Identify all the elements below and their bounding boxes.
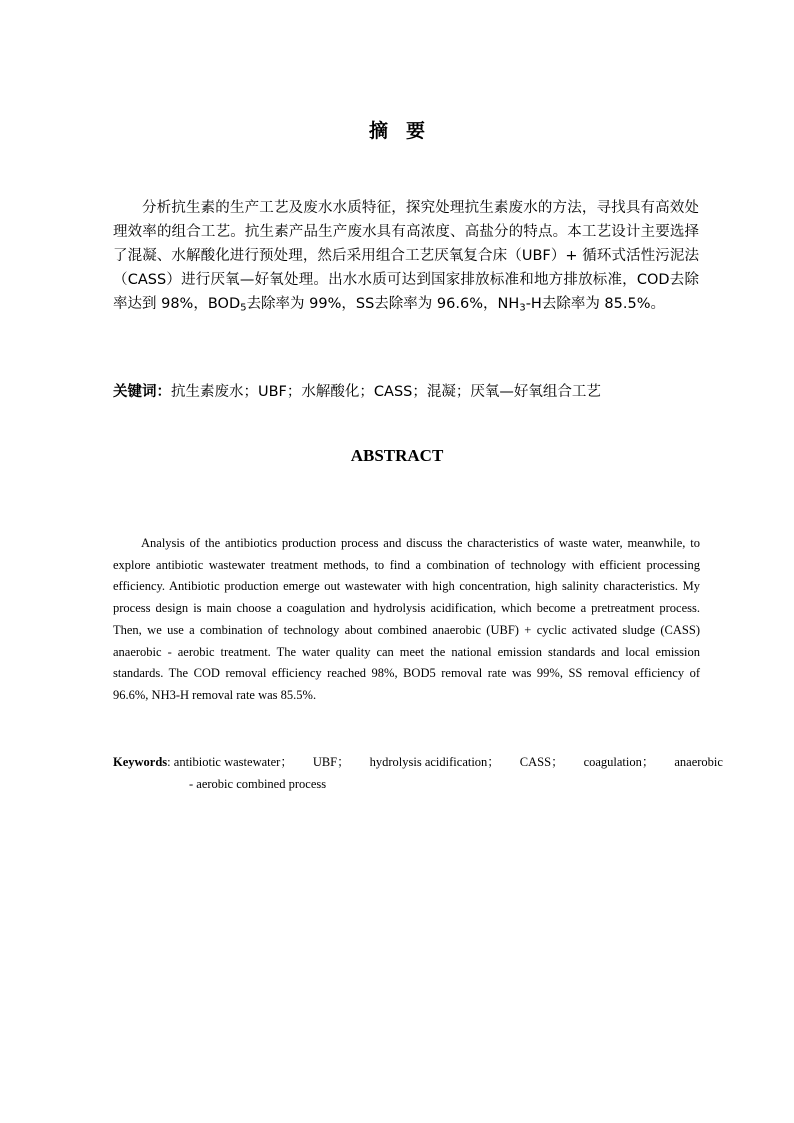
chinese-abstract-text-part3: -H去除率为 85.5%。 xyxy=(525,296,665,312)
chinese-keywords-text: 抗生素废水；UBF；水解酸化；CASS；混凝；厌氧—好氧组合工艺 xyxy=(171,384,601,400)
english-keywords xyxy=(113,751,723,795)
nh-subscript: 3 xyxy=(519,302,526,314)
chinese-keywords-label: 关键词： xyxy=(113,384,171,400)
english-abstract-title: ABSTRACT xyxy=(350,446,444,465)
chinese-abstract-text-part1: 分析抗生素的生产工艺及废水水质特征，探究处理抗生素废水的方法，寻找具有高效处理效率的组合工艺。抗生素产品生产废水具有高浓度、高盐分的特点。本工艺设计主要选择了混凝、水解酸化进行预处理，然后采用组合工艺厌氧复合床（UBF）+ 循环式活性污泥法（CASS）进行厌氧—好氧处理。出水水质可达到国家排放标准和地方排放标准，COD去除率达到 98%，BOD xyxy=(113,200,699,312)
chinese-keywords xyxy=(113,380,713,404)
keyword-item: : antibiotic wastewater； xyxy=(167,755,293,769)
english-keywords-label: Keywords xyxy=(113,755,168,769)
bod-subscript: 5 xyxy=(240,302,247,314)
english-abstract-body: Analysis of the antibiotics production process and discuss the characteristics of waste water, meanwhile, to explore antibiotic wastewater treatment methods, to find a combination of technology with efficient processing efficiency. Antibiotic production emerge out wastewater with high concentration, high salinity characteristics. My process design is main choose a coagulation and hydrolysis acidification, which become a pretreatment process. Then, we use a combination of technology about combined anaerobic (UBF) + cyclic activated sludge (CASS) anaerobic - aerobic treatment. The water quality can meet the national emission standards and local emission standards. The COD removal efficiency reached 98%, BOD5 removal rate was 99%, SS removal efficiency of 96.6%, NH3-H removal rate was 85.5%. xyxy=(113,536,700,702)
keyword-item: hydrolysis acidification； xyxy=(369,755,500,769)
keyword-item: UBF； xyxy=(312,755,350,769)
keyword-item: coagulation； xyxy=(583,755,655,769)
chinese-abstract-title: 摘要 xyxy=(368,120,443,142)
english-keywords-first xyxy=(113,751,293,773)
english-keywords-line2: - aerobic combined process xyxy=(189,777,327,791)
english-keywords-line1 xyxy=(113,751,723,773)
keyword-item: CASS； xyxy=(519,755,564,769)
chinese-abstract-body xyxy=(113,196,699,316)
keyword-item: anaerobic xyxy=(674,755,723,769)
chinese-abstract-text-part2: 去除率为 99%，SS去除率为 96.6%，NH xyxy=(246,296,520,312)
